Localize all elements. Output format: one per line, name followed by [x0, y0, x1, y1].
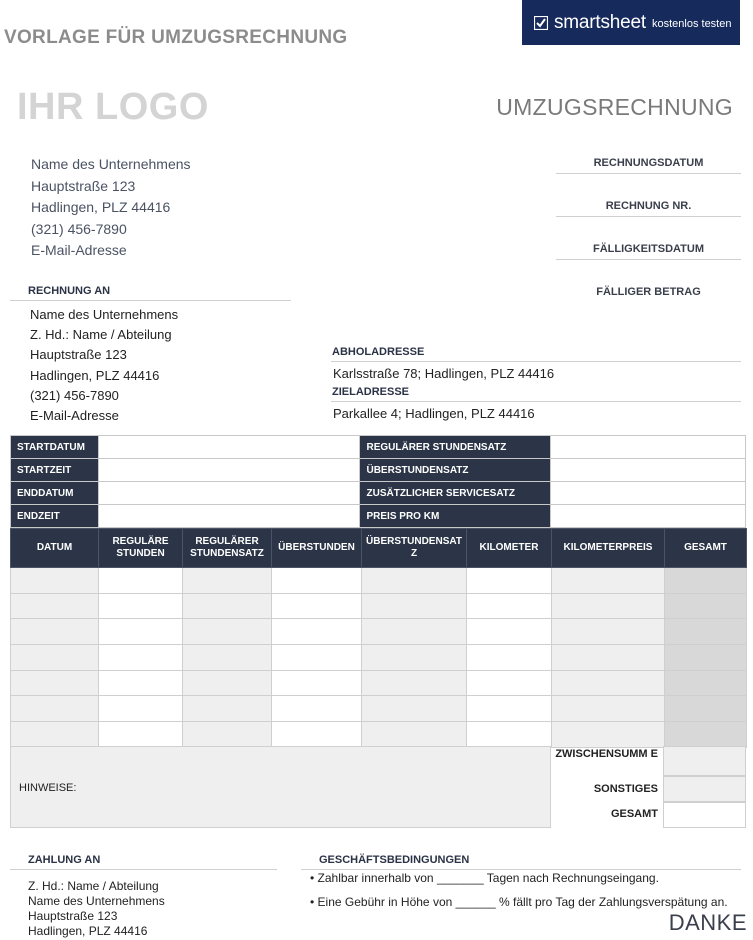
table-cell[interactable]: [272, 593, 362, 619]
price-per-km-label: PREIS PRO KM: [360, 505, 551, 528]
col-overtime: ÜBERSTUNDEN: [272, 529, 362, 568]
table-cell[interactable]: [665, 670, 747, 696]
table-row: [11, 593, 747, 619]
bill-to-label: RECHNUNG AN: [10, 285, 291, 301]
table-cell[interactable]: [467, 568, 552, 594]
end-date-label: ENDDATUM: [11, 482, 99, 505]
invoice-number-label: RECHNUNG NR.: [556, 200, 741, 217]
price-per-km-field[interactable]: [551, 505, 746, 528]
start-time-label: STARTZEIT: [11, 459, 99, 482]
col-kilometers: KILOMETER: [467, 529, 552, 568]
invoice-date-label: RECHNUNGSDATUM: [556, 157, 741, 174]
table-cell[interactable]: [665, 645, 747, 671]
table-cell[interactable]: [272, 696, 362, 722]
table-row: [11, 645, 747, 671]
col-regular-rate: REGULÄRER STUNDENSATZ: [183, 529, 272, 568]
bill-to-line: Hauptstraße 123: [30, 347, 127, 363]
destination-address-label: ZIELADRESSE: [331, 386, 741, 402]
bill-to-line: Hadlingen, PLZ 44416: [30, 367, 160, 383]
col-total: GESAMT: [665, 529, 747, 568]
table-cell[interactable]: [362, 670, 467, 696]
end-time-label: ENDZEIT: [11, 505, 99, 528]
table-cell[interactable]: [272, 619, 362, 645]
service-rate-label: ZUSÄTZLICHER SERVICESATZ: [360, 482, 551, 505]
table-cell[interactable]: [183, 619, 272, 645]
table-cell[interactable]: [272, 670, 362, 696]
table-cell[interactable]: [362, 619, 467, 645]
table-cell[interactable]: [665, 696, 747, 722]
table-cell[interactable]: [99, 696, 183, 722]
sender-address: [31, 154, 191, 262]
total-field[interactable]: [663, 802, 746, 828]
col-date: DATUM: [11, 529, 99, 568]
amount-due-label: FÄLLIGER BETRAG: [596, 286, 701, 298]
terms-label: GESCHÄFTSBEDINGUNGEN: [301, 854, 741, 870]
banner-brand: smartsheet: [554, 11, 646, 33]
end-time-field[interactable]: [98, 505, 360, 528]
table-cell[interactable]: [362, 568, 467, 594]
table-cell[interactable]: [467, 696, 552, 722]
table-cell[interactable]: [552, 645, 665, 671]
table-cell[interactable]: [552, 670, 665, 696]
payment-line: Hauptstraße 123: [28, 909, 118, 923]
terms-line: • Eine Gebühr in Höhe von ______ % fällt pro Tag der Zahlungsverspätung an.: [310, 895, 728, 909]
table-cell[interactable]: [183, 670, 272, 696]
table-cell[interactable]: [272, 645, 362, 671]
rates-grid: [10, 435, 746, 528]
subtotal-label: ZWISCHENSUMM E: [555, 748, 658, 760]
sender-line: Hadlingen, PLZ 44416: [31, 199, 171, 216]
table-cell[interactable]: [99, 568, 183, 594]
payment-label: ZAHLUNG AN: [10, 854, 277, 870]
table-row: [11, 568, 747, 594]
table-cell[interactable]: [272, 722, 362, 748]
table-cell[interactable]: [467, 593, 552, 619]
table-cell[interactable]: [11, 722, 99, 748]
regular-rate-field[interactable]: [551, 436, 746, 459]
table-cell[interactable]: [552, 619, 665, 645]
end-date-field[interactable]: [98, 482, 360, 505]
other-label: SONSTIGES: [593, 783, 658, 795]
service-rate-field[interactable]: [551, 482, 746, 505]
table-cell[interactable]: [362, 722, 467, 748]
logo-placeholder: IHR LOGO: [17, 86, 209, 128]
rates-row: [11, 505, 746, 528]
table-cell[interactable]: [665, 568, 747, 594]
table-cell[interactable]: [11, 645, 99, 671]
table-cell[interactable]: [467, 670, 552, 696]
rates-row: [11, 482, 746, 505]
overtime-rate-label: ÜBERSTUNDENSATZ: [360, 459, 551, 482]
other-field[interactable]: [663, 776, 746, 802]
table-cell[interactable]: [552, 568, 665, 594]
bill-to-line: (321) 456-7890: [30, 387, 119, 403]
bill-to-line: E-Mail-Adresse: [30, 408, 119, 424]
bill-to-address: [30, 305, 178, 426]
sender-line: Name des Unternehmens: [31, 156, 191, 172]
start-date-field[interactable]: [98, 436, 360, 459]
subtotal-field[interactable]: [663, 746, 746, 776]
sender-line: (321) 456-7890: [31, 220, 127, 237]
table-row: [11, 722, 747, 748]
smartsheet-banner[interactable]: [522, 0, 740, 45]
table-cell[interactable]: [183, 722, 272, 748]
smartsheet-check-icon: [534, 16, 548, 30]
notes-area[interactable]: [10, 746, 551, 828]
table-row: [11, 696, 747, 722]
table-cell[interactable]: [362, 645, 467, 671]
col-regular-hours: REGULÄRE STUNDEN: [99, 529, 183, 568]
overtime-rate-field[interactable]: [551, 459, 746, 482]
destination-address-value: Parkallee 4; Hadlingen, PLZ 44416: [333, 406, 535, 421]
table-cell[interactable]: [99, 722, 183, 748]
table-cell[interactable]: [99, 645, 183, 671]
table-cell[interactable]: [99, 593, 183, 619]
total-label: GESAMT: [610, 808, 658, 820]
pickup-address-value: Karlsstraße 78; Hadlingen, PLZ 44416: [333, 366, 555, 381]
table-cell[interactable]: [272, 568, 362, 594]
bill-to-line: Name des Unternehmens: [30, 307, 179, 322]
payment-line: Hadlingen, PLZ 44416: [28, 924, 148, 938]
pickup-address-label: ABHOLADRESSE: [331, 346, 741, 362]
table-cell[interactable]: [552, 593, 665, 619]
table-cell[interactable]: [362, 696, 467, 722]
col-km-price: KILOMETERPREIS: [552, 529, 665, 568]
table-cell[interactable]: [467, 645, 552, 671]
regular-rate-label: REGULÄRER STUNDENSATZ: [360, 436, 551, 459]
rates-row: [11, 436, 746, 459]
table-cell[interactable]: [665, 593, 747, 619]
table-cell[interactable]: [552, 696, 665, 722]
table-cell[interactable]: [665, 722, 747, 748]
bill-to-line: Z. Hd.: Name / Abteilung: [30, 327, 172, 343]
thanks-text: DANKE: [668, 910, 747, 935]
rates-row: [11, 459, 746, 482]
table-cell[interactable]: [11, 696, 99, 722]
table-row: [11, 619, 747, 645]
table-cell[interactable]: [183, 593, 272, 619]
table-cell[interactable]: [11, 619, 99, 645]
notes-label: HINWEISE:: [19, 782, 77, 794]
table-cell[interactable]: [467, 722, 552, 748]
table-cell[interactable]: [183, 568, 272, 594]
table-cell[interactable]: [183, 645, 272, 671]
payment-line: Z. Hd.: Name / Abteilung: [28, 879, 159, 893]
table-cell[interactable]: [11, 593, 99, 619]
start-date-label: STARTDATUM: [11, 436, 99, 459]
table-header-row: [11, 529, 747, 568]
col-overtime-rate: ÜBERSTUNDENSAT Z: [362, 529, 467, 568]
table-cell[interactable]: [99, 670, 183, 696]
line-items-table: [10, 528, 747, 748]
table-cell[interactable]: [11, 670, 99, 696]
table-cell[interactable]: [99, 619, 183, 645]
table-cell[interactable]: [467, 619, 552, 645]
terms-line: • Zahlbar innerhalb von _______ Tagen nach Rechnungseingang.: [310, 871, 659, 885]
table-row: [11, 670, 747, 696]
payment-line: Name des Unternehmens: [28, 894, 165, 908]
start-time-field[interactable]: [98, 459, 360, 482]
banner-cta: kostenlos testen: [651, 18, 732, 30]
document-title: UMZUGSRECHNUNG: [496, 94, 733, 120]
payment-address: [28, 879, 165, 939]
page-title: VORLAGE FÜR UMZUGSRECHNUNG: [4, 27, 348, 48]
table-cell[interactable]: [183, 696, 272, 722]
due-date-label: FÄLLIGKEITSDATUM: [556, 243, 741, 260]
table-cell[interactable]: [552, 722, 665, 748]
table-cell[interactable]: [665, 619, 747, 645]
sender-line: E-Mail-Adresse: [31, 242, 127, 259]
table-cell[interactable]: [11, 568, 99, 594]
table-cell[interactable]: [362, 593, 467, 619]
sender-line: Hauptstraße 123: [31, 177, 136, 194]
